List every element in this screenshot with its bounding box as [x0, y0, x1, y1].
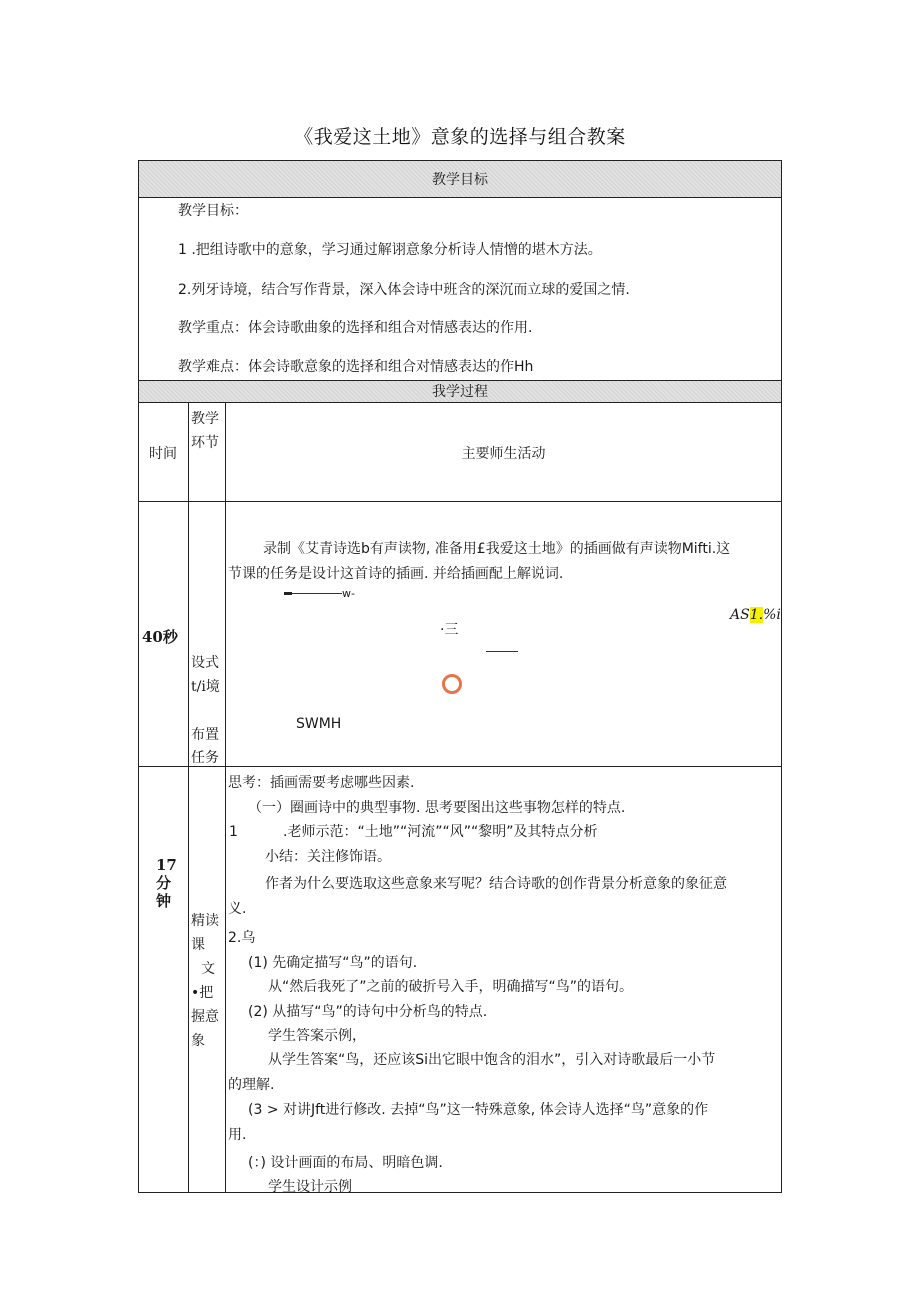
rule [138, 197, 782, 198]
row1-time: 40秒 [142, 628, 178, 646]
row2-time-number: 17 [156, 856, 177, 874]
scan-swmh: SWMH [296, 716, 342, 732]
row2-stage-line6: 象 [191, 1033, 205, 1049]
scan-noise-right: AS1.%i [730, 607, 781, 623]
document-title: 《我爱这土地》意象的选择与组合教案 [294, 126, 626, 148]
row2-line-number: 1 [229, 824, 238, 840]
column-rule [188, 402, 189, 1193]
row2-stage-line4: •把 [191, 985, 214, 1001]
key-point: 教学重点：体会诗歌曲象的选择和组合对情感表达的作用. [178, 320, 533, 336]
row1-stage-line4: 任务 [191, 750, 219, 766]
row2-line-question: 作者为什么要选取这些意象来写呢？结合诗歌的创作背景分析意象的象征意 [265, 876, 727, 892]
rule [138, 766, 782, 767]
row2-line-step3-cont: 用. [228, 1127, 247, 1143]
row2-line-design-sample: 学生设计示例 [268, 1179, 352, 1192]
column-rule [225, 402, 226, 1193]
row2-stage-line3: 文 [201, 961, 215, 977]
difficult-point: 教学难点：体会诗歌意象的选择和组合对情感表达的作Hh [178, 359, 534, 375]
scan-mark [284, 592, 292, 595]
row2-time-unit-1: 分 [156, 874, 172, 892]
lesson-plan-table [138, 160, 782, 1193]
row2-stage-line1: 精读 [191, 913, 219, 929]
objectives-header: 教学目标 [432, 172, 488, 188]
row2-line-step1: (1) 先确定描写“鸟”的语句. [248, 955, 418, 971]
objective-item-1: 1 .把组诗歌中的意象，学习通过解诩意象分析诗人情憎的堪木方法。 [178, 242, 602, 258]
rule [138, 380, 782, 381]
row2-time-unit-2: 钟 [156, 892, 172, 910]
row2-stage-line5: 握意 [191, 1009, 219, 1025]
row2-line-layout: (：) 设计画面的布局、明暗色调. [248, 1155, 443, 1171]
row2-line-step1-detail: 从“然后我死了”之前的破折号入手，明确描写“鸟”的语句。 [268, 979, 634, 995]
rule [138, 402, 782, 403]
row2-line-demo: .老师示范：“土地”“河流”“风”“黎明”及其特点分析 [283, 824, 598, 840]
row2-line-question-cont: 义. [228, 901, 247, 917]
row1-stage-line1: 设式 [191, 655, 219, 671]
rule [138, 501, 782, 502]
column-header-stage-line1: 教学 [191, 411, 219, 427]
row2-line-bird-heading: 2.乌 [228, 930, 256, 946]
row2-stage-line2: 课 [191, 937, 205, 953]
objective-item-2: 2.列牙诗境，结合写作背景，深入体会诗中班含的深沉而立球的爱国之情. [178, 282, 630, 298]
row1-stage-line2: t/i境 [191, 679, 220, 695]
column-header-activity: 主要师生活动 [461, 446, 546, 462]
row2-line-step2: (2) 从描写“鸟”的诗句中分析鸟的特点. [248, 1004, 488, 1020]
scan-line [292, 593, 342, 594]
row1-paragraph-line2: 节课的任务是设计这首诗的插画. 并给插画配上解说词. [228, 566, 564, 582]
row2-line-sample: 学生答案示例， [268, 1028, 366, 1044]
row2-line-sample-cont: 的理解. [228, 1077, 275, 1093]
scan-text: w- [342, 587, 355, 600]
row2-line-step3: (3 > 对讲Jft进行修改. 去掉“鸟”这一特殊意象, 体会诗人选择“鸟”意象的作 [248, 1102, 709, 1118]
column-header-time: 时间 [149, 446, 177, 462]
row2-line-circle: （一）圈画诗中的典型事物. 思考要图出这些事物怎样的特点. [248, 800, 626, 816]
row2-line-think: 思考：插画需要考虑哪些因素. [228, 775, 415, 791]
scan-dash [486, 651, 518, 652]
process-header: 我学过程 [432, 384, 488, 400]
scan-noise-mid: ·三 [440, 622, 459, 638]
objectives-label: 教学目标： [178, 203, 248, 219]
row1-stage-line3: 布置 [191, 727, 219, 743]
row1-paragraph-line1: 录制《艾青诗选b有声读物, 准备用£我爱这土地》的插画做有声读物Mifti.这 [263, 541, 731, 557]
row2-line-summary: 小结：关注修饰语。 [265, 849, 391, 865]
row2-line-sample-detail: 从学生答案“鸟，还应该Si出它眼中饱含的泪水”，引入对诗歌最后一小节 [268, 1052, 716, 1068]
column-header-stage-line2: 环节 [191, 435, 219, 451]
orange-circle-mark [442, 674, 462, 694]
